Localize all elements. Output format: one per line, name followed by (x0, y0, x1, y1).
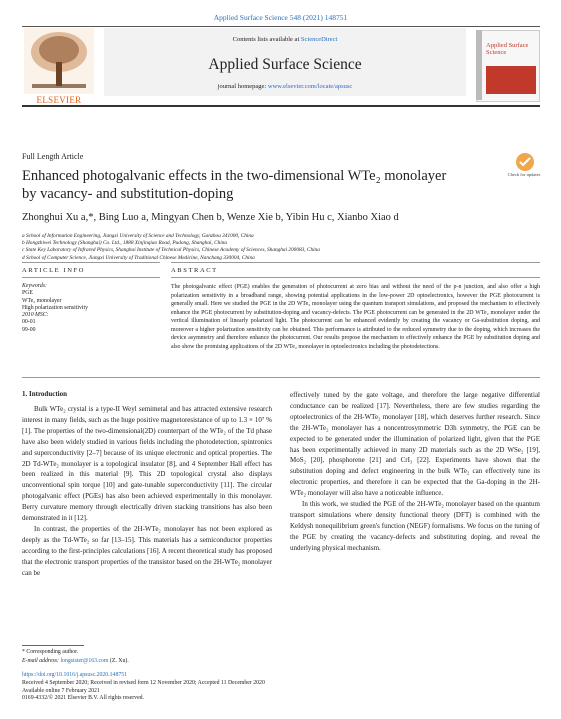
cover-title: Applied Surface Science (486, 42, 529, 56)
copyright: 0169-4332/© 2021 Elsevier B.V. All rights reserved. (22, 695, 144, 702)
doi-link[interactable]: https://doi.org/10.1016/j.apsusc.2020.148751 (22, 672, 128, 678)
keyword: WTe₂ monolayer (22, 297, 62, 304)
cover-stripe (476, 30, 482, 100)
abstract-text: The photogalvanic effect (PGE) enables the generation of photocurrent at zero bias and without the need of the p-n junction, and also offer a high polarization sensitivity in a broadband range, showing potential applications in the low-power 2D optoelectronics, however the PGE photocurrent is generally small. Here we studied the PGE in the 2D WTe₂ monolayer using the quantum transport simulations, and proposed the mechanism to effectively enhance the PGE photocurrent by substitution-doping and vacancy-defects. The PGE photocurrent can be generated in the 2D WTe₂ monolayer under the vertical illumination of linearly polarized light. The photocurrent can be enhanced evidently by creating the vacancy or Ga-substitution doping, and moreover a higher polarization sensitivity can be obtained. This performance is attributed to the reduced symmetry due to the doping, which increases the device asymmetry and therefore enhance the photocurrent. Our results propose the mechanism to effectively enhance the PGE by substitution doping and also show the promising applications of the 2D WTe₂ monolayer in optoelectronics including the photodetections. (171, 284, 540, 350)
contents-prefix: Contents lists available at (232, 36, 301, 43)
check-for-updates-label[interactable]: Check for updates (507, 172, 541, 177)
email-line (22, 657, 322, 666)
email-suffix: (Z. Xu). (108, 657, 129, 664)
publication-info (22, 672, 402, 703)
header-top-rule (22, 26, 540, 27)
affiliation-a: a School of Information Engineering, Jiangxi University of Science and Technology, Ganzhou 341000, China (22, 233, 254, 239)
affiliation-c: c State Key Laboratory of Infrared Physics, Shanghai Institute of Technical Physics, Chinese Academy of Sciences, Shanghai 200083, China (22, 247, 320, 254)
footnotes (22, 648, 322, 665)
msc-code: 99-00 (22, 326, 36, 333)
email-link[interactable]: longsister@163.com (60, 657, 109, 664)
corresponding-author-note: * Corresponding author. (22, 649, 79, 655)
body-column-right (290, 390, 540, 554)
msc-label: 2010 MSC: (22, 312, 49, 319)
sciencedirect-link[interactable]: ScienceDirect (300, 36, 338, 43)
article-info-top-rule (22, 262, 160, 263)
body-column-left (22, 404, 272, 579)
article-info-heading: ARTICLE INFO (22, 267, 86, 274)
paragraph: In this work, we studied the PGE of the 2H-WTe₂ monolayer based on the quantum transport simulations where density functional theory (DFT) is combined with the Keldysh nonequilibrium green's function (NEGF) formalisms. We focus on the tuning of the PGE by creating the vacancy-defects and substituting doping, and reveal the underlying physical mechanism. (290, 500, 540, 552)
email-prefix: E-mail address: (22, 657, 61, 664)
article-info-bottom-rule (22, 277, 160, 278)
affiliation-b: b Hongzhiwei Technology (Shanghai) Co. Ltd., 1888 Xinjinqiao Road, Pudong, Shanghai, China (22, 240, 228, 247)
homepage-prefix: journal homepage: (217, 83, 268, 90)
keyword: PGE (22, 290, 33, 297)
affiliations (22, 233, 542, 262)
keywords-block (22, 283, 162, 334)
header-bottom-rule (22, 105, 540, 107)
abstract-bottom-rule (171, 277, 540, 278)
journal-reference[interactable]: Applied Surface Science 548 (2021) 148751 (213, 13, 348, 22)
homepage-link[interactable]: www.elsevier.com/locate/apsusc (267, 83, 353, 90)
footnote-rule (22, 645, 84, 646)
keyword: High polarization sensitivity (22, 304, 89, 311)
received-dates: Received 4 September 2020; Received in revised form 12 November 2020; Accepted 11 December 2020 (22, 679, 265, 686)
paragraph: In contrast, the properties of the 2H-WTe₂ monolayer has not been explored as deeply as the Td-WTe₂ so far [13–15]. This materials has a semiconductor properties according to the first-principles calculations [16]. A recent theoretical study has proposed that the electronic transport properties of the transistor based on the 2H-WTe₂ monolayer can be (22, 524, 272, 577)
affiliation-d: d School of Computer Science, Jiangxi University of Traditional Chinese Medicine, Nanchang 330004, China (22, 254, 255, 261)
homepage-line (104, 83, 466, 90)
article-title: Enhanced photogalvanic effects in the two-dimensional WTe₂ monolayer by vacancy- and substitution-doping (22, 168, 447, 202)
keywords-label: Keywords: (22, 283, 47, 289)
available-online: Available online 7 February 2021 (22, 687, 100, 694)
section-heading: 1. Introduction (22, 390, 67, 398)
paragraph: Bulk WTe₂ crystal is a type-II Weyl semimetal and has attracted extensive research interest in many fields, such as the huge positive magnetoresistance of up to 1.3 × 10⁷ % [1]. The properties of the two-dimensional(2D) counterpart of the WTe₂ of the Td phase have also been widely studied in various fields including the photodetection, spintronics and superconductivity [2–7] because of its unique electronic and optical properties. The 2D Td-WTe₂ monolayer is a topological insulator [8], and 4 September Hall effect has been realized in this material [9]. This 2D topological crystal also displays unconventional spin torque [10] and gate-tunable superconductivity [11]. The circular photogalvanic effect (PGEs) has also been achieved experimentally in this monolayer. Berry curvature memory through electrically driven stacking transitions has also been demonstrated in it [12]. (22, 405, 272, 523)
msc-code: 00-01 (22, 319, 36, 326)
paragraph: effectively tuned by the gate voltage, and therefore the large negative differential conductance can be realized [17]. Nevertheless, there are few studies regarding the optoelectronics of the 2H-WTe₂ monolayer [18], which deserves further research. Since the 2H-WTe₂ monolayer has a noncentrosymmetric D3h symmetry, the PGE can be expected to be generated under the illumination of polarized light, given that the PGE has been experimentally achieved in many 2D materials such as the 2D WSe₂ [19], MoS₂ [20], phosphorene [21] and CrI₃ [22]. Experiments have shown that the substitution doping and defect engineering in the bulk WTe₂ can effectively tune its electronic properties, and therefore it can be expected that the Ga-doping in the 2H-WTe₂ monolayer will also have a noticeable influence. (290, 391, 540, 498)
author-list: Zhonghui Xu a,*, Bing Luo a, Mingyan Chen b, Wenze Xie b, Yibin Hu c, Xianbo Xiao d (22, 212, 399, 223)
contents-line (104, 36, 466, 43)
abstract-top-rule (171, 262, 540, 263)
publisher-name: ELSEVIER (36, 95, 82, 105)
elsevier-tree-logo (24, 28, 94, 102)
abstract-end-rule (22, 377, 540, 378)
abstract-heading: ABSTRACT (171, 267, 218, 274)
cover-image-block (486, 66, 536, 94)
article-type: Full Length Article (22, 152, 84, 161)
journal-title: Applied Surface Science (208, 56, 362, 73)
